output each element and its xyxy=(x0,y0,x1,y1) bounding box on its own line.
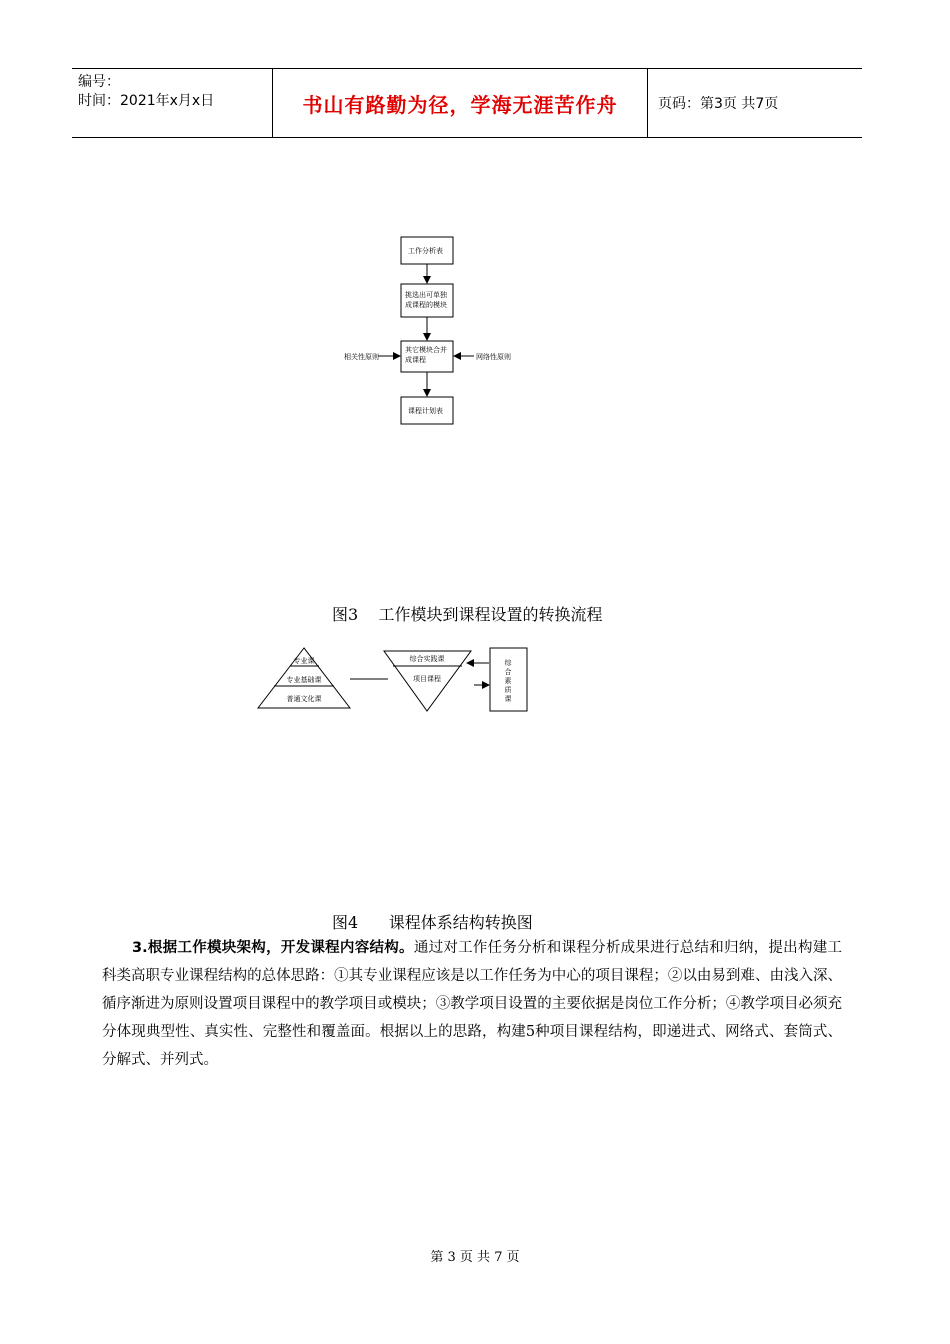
section-paragraph xyxy=(102,934,842,1074)
inverted-layer-project: 项目课程 xyxy=(413,675,441,683)
flow-label-merge-modules: 其它模块合并成课程 xyxy=(405,346,447,364)
flow-label-work-analysis: 工作分析表 xyxy=(408,247,443,255)
pyramid-layer-foundation: 专业基础课 xyxy=(286,676,322,684)
header-time: 时间：2021年x月x日 xyxy=(78,93,215,109)
section-heading: 3.根据工作模块架构，开发课程内容结构。 xyxy=(132,940,414,956)
header-page-code: 页码：第3页 共7页 xyxy=(658,96,779,112)
flow-label-network: 网络性原则 xyxy=(476,353,511,361)
header-motto: 书山有路勤为径，学海无涯苦作舟 xyxy=(272,69,648,137)
section-body: 通过对工作任务分析和课程分析成果进行总结和归纳，提出构建工科类高职专业课程结构的总体思路：①其专业课程应该是以工作任务为中心的项目课程；②以由易到难、由浅入深、循序渐进为原则设置项目课程中的教学项目或模块；③教学项目设置的主要依据是岗位工作分析；④教学项目必须充分体现典型性、真实性、完整性和覆盖面。根据以上的思路，构建5种项目课程结构，即递进式、网络式、套筒式、分解式、并列式。 xyxy=(102,940,842,1068)
flow-label-relevance: 相关性原则 xyxy=(344,353,379,361)
figure3-flowchart xyxy=(0,0,950,600)
pyramid-layer-major: 专业课 xyxy=(293,657,315,665)
figure4-caption: 图4 课程体系结构转换图 xyxy=(332,913,533,932)
side-box-label: 综合素质课 xyxy=(504,659,512,703)
flow-label-course-plan: 课程计划表 xyxy=(408,407,443,415)
figure4-diagram xyxy=(0,630,950,730)
figure3-caption: 图3 工作模块到课程设置的转换流程 xyxy=(332,605,603,624)
page-footer: 第 3 页 共 7 页 xyxy=(430,1250,520,1265)
inverted-layer-practice: 综合实践课 xyxy=(409,655,445,663)
pyramid-layer-general: 普通文化课 xyxy=(286,695,322,703)
flow-label-select-modules: 挑选出可单独成课程的模块 xyxy=(405,291,447,309)
header-number: 编号： xyxy=(78,74,120,90)
